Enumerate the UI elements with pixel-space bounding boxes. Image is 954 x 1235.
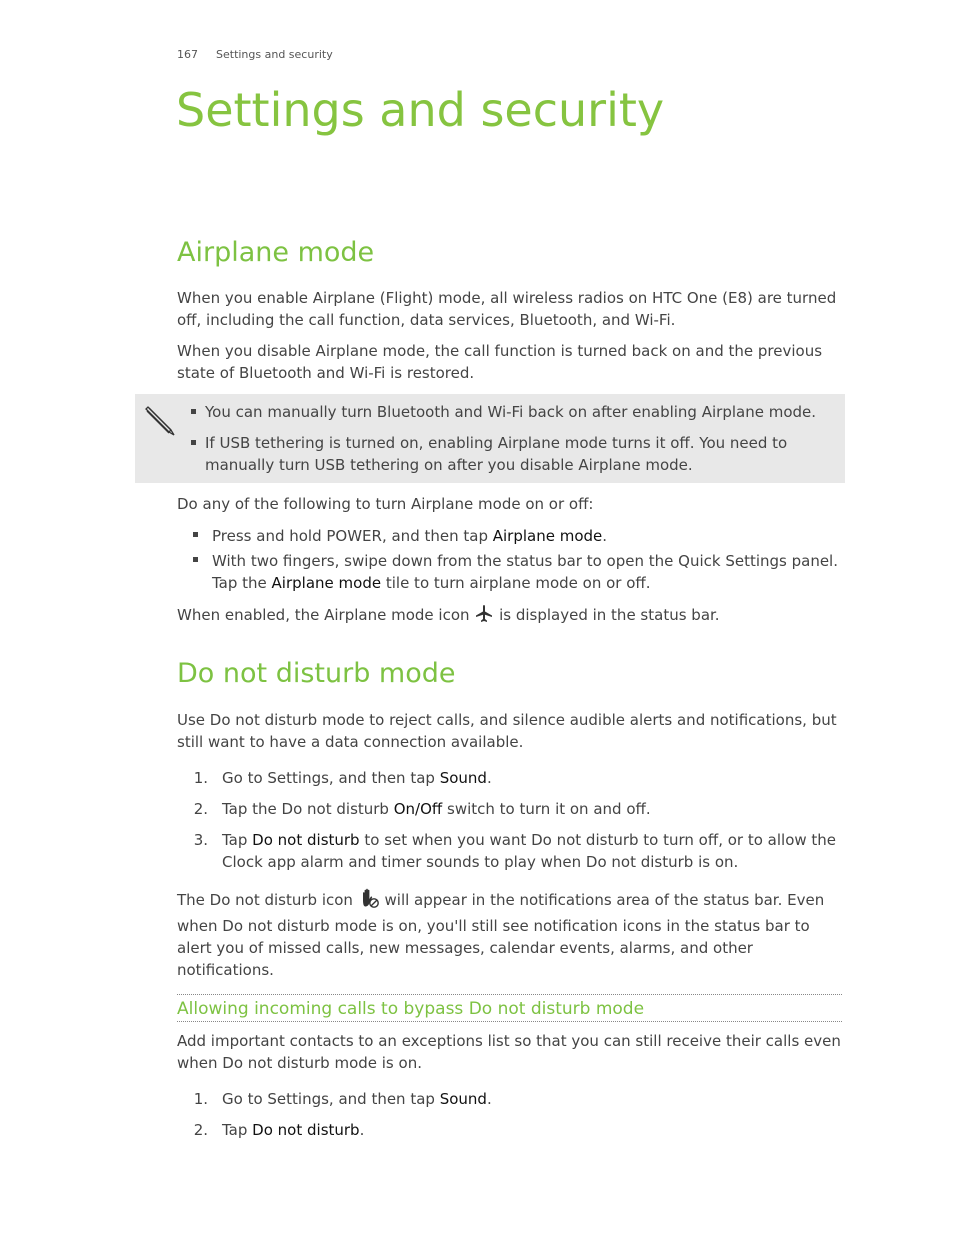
- dnd-para-1: Use Do not disturb mode to reject calls, and silence audible alerts and notifications, but still want to have a data connection available.: [177, 711, 837, 751]
- header-section: Settings and security: [216, 48, 333, 61]
- dnd-step-1: 1. Go to Settings, and then tap Sound.: [193, 769, 492, 787]
- airplane-icon: [474, 604, 494, 630]
- note-bullet: [191, 409, 196, 414]
- page-number: 167: [177, 48, 198, 61]
- airplane-bullet-2: With two fingers, swipe down from the status bar to open the Quick Settings panel. Tap the Airplane mode tile to turn airplane mode on or off.: [212, 552, 838, 592]
- dnd-icon-paragraph: The Do not disturb icon will appear in the notifications area of the status bar. Even when Do not disturb mode is on, you'll still see notification icons in the status bar to alert you of missed calls, new messages, calendar events, alarms, and other notifications.: [177, 887, 842, 981]
- note-item-2: If USB tethering is turned on, enabling Airplane mode turns it off. You need to manually turn USB tethering on after you disable Airplane mode.: [205, 434, 788, 474]
- divider: [177, 1021, 842, 1022]
- sound-term: Sound: [439, 1090, 487, 1108]
- dnd-step-2: 2. Tap the Do not disturb On/Off switch to turn it on and off.: [193, 800, 651, 818]
- dnd-heading: Do not disturb mode: [177, 658, 456, 689]
- page-title: Settings and security: [176, 83, 665, 137]
- bypass-para-1: Add important contacts to an exceptions list so that you can still receive their calls even when Do not disturb mode is on.: [177, 1032, 841, 1072]
- airplane-para-1: When you enable Airplane (Flight) mode, all wireless radios on HTC One (E8) are turned off, including the call function, data services, Bluetooth, and Wi-Fi.: [177, 289, 837, 329]
- airplane-para-2: When you disable Airplane mode, the call function is turned back on and the previous state of Bluetooth and Wi-Fi is restored.: [177, 342, 823, 382]
- do-not-disturb-term: Do not disturb: [252, 831, 360, 849]
- do-not-disturb-term: Do not disturb: [252, 1121, 360, 1139]
- sound-term: Sound: [439, 769, 487, 787]
- list-bullet: [193, 557, 198, 562]
- bypass-heading: Allowing incoming calls to bypass Do not disturb mode: [177, 999, 645, 1019]
- airplane-mode-term: Airplane mode: [492, 527, 603, 545]
- bypass-step-2: 2. Tap Do not disturb.: [193, 1121, 365, 1139]
- note-item-1: You can manually turn Bluetooth and Wi-Fi back on after enabling Airplane mode.: [205, 403, 817, 421]
- on-off-term: On/Off: [393, 800, 443, 818]
- bypass-step-1: 1. Go to Settings, and then tap Sound.: [193, 1090, 492, 1108]
- airplane-mode-term: Airplane mode: [271, 574, 382, 592]
- divider: [177, 994, 842, 995]
- note-bullet: [191, 440, 196, 445]
- running-header: [177, 44, 333, 66]
- airplane-heading: Airplane mode: [177, 237, 375, 268]
- pencil-icon: [143, 404, 177, 444]
- note-box: [135, 394, 845, 483]
- airplane-status-line: When enabled, the Airplane mode icon is displayed in the status bar.: [177, 604, 842, 630]
- dnd-step-3: 3. Tap Do not disturb to set when you want Do not disturb to turn off, or to allow the Clock app alarm and timer sounds to play when Do not disturb is on.: [193, 831, 837, 871]
- airplane-intro: Do any of the following to turn Airplane mode on or off:: [177, 495, 594, 513]
- list-bullet: [193, 532, 198, 537]
- airplane-bullet-1: Press and hold POWER, and then tap Airplane mode.: [212, 527, 608, 545]
- do-not-disturb-icon: [358, 887, 380, 915]
